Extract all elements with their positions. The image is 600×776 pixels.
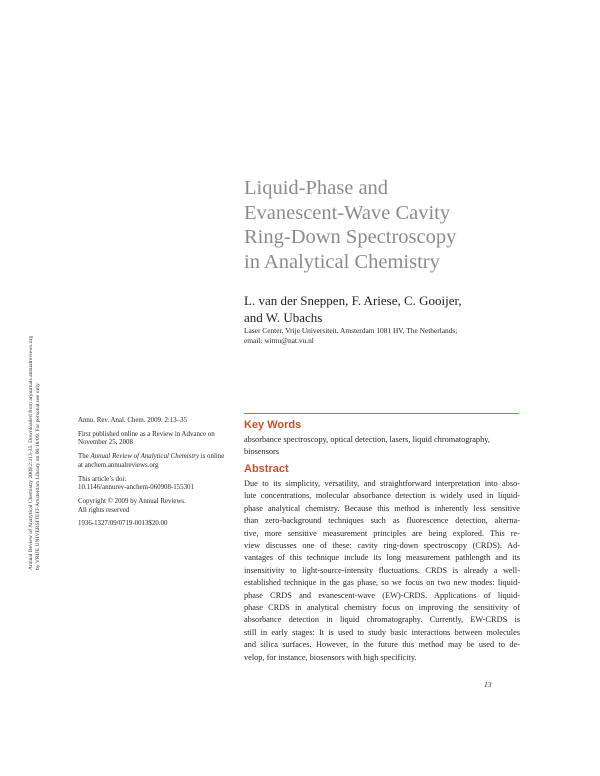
authors	[244, 293, 544, 326]
issn: 1936-1327/09/0719-0013$20.00	[78, 520, 168, 528]
authors-line: and W. Ubachs	[244, 309, 323, 325]
doi-label: This article’s doi:	[78, 475, 127, 483]
section-divider	[244, 413, 519, 414]
article-metadata	[78, 417, 233, 534]
abstract-line: phase analytical chemistry. Because this method is inherently less sensitive	[244, 503, 520, 513]
first-published: First published online as a Review in Advance on	[78, 430, 215, 438]
abstract-line: vantages of this technique include its long measurement pathlength and its	[244, 553, 520, 563]
keywords-text: absorbance spectroscopy, optical detection, lasers, liquid chromatography, biosensors	[244, 435, 490, 456]
abstract-line: than zero-background techniques such as fluorescence detection, alterna-	[244, 516, 520, 526]
citation: Annu. Rev. Anal. Chem. 2009. 2:13–35	[78, 417, 188, 424]
abstract-line: velop, for instance, biosensors with high specificity.	[244, 652, 417, 662]
abstract-line: established technique in the gas phase, so we focus on two new modes: liquid-	[244, 578, 520, 588]
email-line: email: wimu@nat.vu.nl	[244, 336, 314, 345]
copyright: Copyright © 2009 by Annual Reviews.	[78, 497, 186, 505]
abstract-line: insensitivity to light-source-intensity fluctuations. CRDS is already a well-	[244, 565, 520, 575]
abstract-line: still in early stages: It is used to study basic interactions between molecules	[244, 627, 520, 637]
affiliation	[244, 326, 564, 346]
online-availability: The Annual Review of Analytical Chemistry is online	[78, 453, 225, 461]
doi[interactable]: 10.1146/annurev-anchem-060908-155301	[78, 484, 194, 492]
abstract-text	[244, 478, 520, 664]
title-line: Ring-Down Spectroscopy	[244, 226, 457, 248]
abstract-line: phase CRDS and evanescent-wave (EW)-CRDS. Applications of liquid-	[244, 590, 520, 600]
abstract-line: phase CRDS in analytical chemistry focus on improving the sensitivity of	[244, 603, 520, 613]
title-line: Evanescent-Wave Cavity	[244, 201, 451, 224]
journal-name: Annual Review of Analytical Chemistry	[90, 453, 200, 461]
abstract-heading: Abstract	[244, 463, 289, 475]
abstract-line: view discusses one of these: cavity ring-down spectroscopy (CRDS). Ad-	[244, 541, 520, 551]
abstract-line: Due to its simplicity, versatility, and straightforward interpretation into abso-	[244, 479, 520, 488]
authors-line: L. van der Sneppen, F. Ariese, C. Gooijer,	[244, 293, 462, 308]
title-line: in Analytical Chemistry	[244, 250, 440, 273]
rights: All rights reserved	[78, 506, 130, 514]
download-watermark	[28, 225, 42, 570]
abstract-line: lute concentrations, molecular absorbance detection is widely used in liquid-	[244, 491, 520, 501]
watermark-line-1: Annual Review of Analytical Chemistry 2009.2:213-35. Downloaded from arjournals.annualreviews.org	[28, 335, 34, 570]
abstract-line: and silica surfaces. However, in the future this method may be used to de-	[244, 640, 520, 650]
keywords-heading: Key Words	[244, 419, 302, 431]
abstract-line: absorbance detection in liquid chromatography. Currently, EW-CRDS is	[244, 615, 520, 625]
article-title	[244, 176, 564, 274]
affiliation-line: Laser Center, Vrije Universiteit, Amsterdam 1081 HV, The Netherlands;	[244, 326, 458, 335]
first-published-date: November 25, 2008	[78, 439, 133, 447]
abstract-line: tive, more sensitive measurement principles are being explored. This re-	[244, 528, 520, 538]
title-line: Liquid-Phase and	[244, 177, 389, 199]
page-number: 13	[484, 680, 492, 689]
watermark-line-2: by VRIJE UNIVERSITEIT-Amsterdam Library on 06/18/09. For personal use only.	[35, 382, 41, 570]
journal-url[interactable]: at anchem.annualreviews.org	[78, 461, 159, 469]
